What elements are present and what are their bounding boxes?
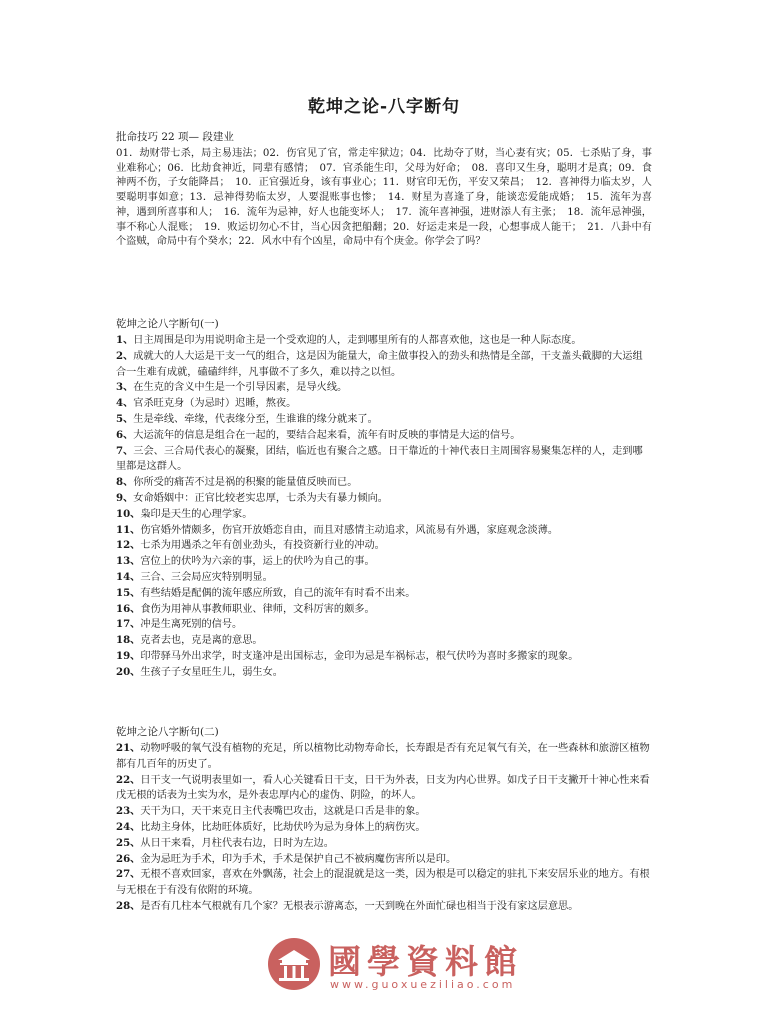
sentence-item <box>116 349 652 381</box>
sentence-number: 8、 <box>116 476 134 489</box>
sentence-item <box>116 491 652 507</box>
sentence-text: 你所受的痛苦不过是祸的积聚的能量值反映而已。 <box>133 477 358 489</box>
sentence-item <box>116 820 652 836</box>
sentence-item <box>116 633 652 649</box>
sentence-item <box>116 570 652 586</box>
sentence-number: 6、 <box>116 428 134 441</box>
sentence-number: 25、 <box>116 836 141 849</box>
sentence-text: 大运流年的信息是组合在一起的，要结合起来看，流年有时反映的事情是大运的信号。 <box>133 429 521 441</box>
sentence-item <box>116 428 652 444</box>
sentence-text: 宫位上的伏吟为六亲的事，运上的伏吟为自己的事。 <box>140 556 375 568</box>
sentence-number: 26、 <box>116 852 141 865</box>
sentence-item <box>116 602 652 618</box>
sentence-item <box>116 804 652 820</box>
sentence-text: 克者去也，克是离的意思。 <box>140 635 263 647</box>
sentence-item <box>116 899 652 915</box>
sentence-item <box>116 538 652 554</box>
sentence-item <box>116 617 652 633</box>
sentence-text: 官杀旺克身（为忌时）迟睡，熬夜。 <box>133 398 297 410</box>
sentence-item <box>116 773 652 805</box>
sentence-item <box>116 741 652 773</box>
watermark-brand: 國學資料館 <box>328 942 523 981</box>
sentence-text: 伤官婚外情颇多，伤官开放婚恋自由，而且对感情主动追求，风流易有外遇，家庭观念淡薄。 <box>140 524 559 536</box>
sentence-number: 5、 <box>116 412 134 425</box>
sentence-text: 成就大的人大运是干支一气的组合，这是因为能量大，命主做事投入的劲头和热情是全部，干支盖头截脚的大运组合一生难有成就，磕磕绊绊，凡事做不了多久，难以持之以恒。 <box>116 350 643 378</box>
sentence-text: 比劫主身体，比劫旺体质好，比劫伏吟为忌为身体上的病伤灾。 <box>140 821 426 833</box>
sentence-number: 10、 <box>116 507 141 520</box>
sentence-item <box>116 380 652 396</box>
sentence-text: 印带驿马外出求学，时支逢冲是出国标志，金印为忌是车祸标志，根气伏吟为喜时多搬家的现象。 <box>140 650 579 662</box>
sentence-number: 21、 <box>116 742 141 754</box>
sentence-text: 日主周围是印为用说明命主是一个受欢迎的人，走到哪里所有的人都喜欢他，这也是一种人际态度。 <box>133 335 582 346</box>
sentence-item <box>116 554 652 570</box>
sentence-text: 从日干来看，月柱代表右边，日时为左边。 <box>140 837 334 849</box>
sentence-item <box>116 836 652 852</box>
sentence-text: 三会、三合局代表心的凝聚，团结，临近也有聚合之感。日干靠近的十神代表日主周围容易聚集怎样的人，走到哪里都是这群人。 <box>116 445 643 473</box>
sentence-number: 19、 <box>116 649 141 662</box>
sentence-number: 22、 <box>116 773 141 786</box>
sentence-text: 三合、三会局应灾特别明显。 <box>140 571 273 583</box>
sentence-number: 14、 <box>116 570 141 583</box>
sentence-text: 天干为口，天干来克日主代表嘴巴攻击，这就是口舌是非的象。 <box>140 806 426 818</box>
section-heading-part2: 乾坤之论八字断句(二) <box>116 726 219 738</box>
sentence-number: 12、 <box>116 539 141 552</box>
sentence-number: 16、 <box>116 602 141 615</box>
watermark-url: www.guoxueziliao.com <box>330 978 516 991</box>
sentence-text: 冲是生离死别的信号。 <box>140 619 243 631</box>
sentence-text: 有些结婚是配偶的流年感应所致，自己的流年有时看不出来。 <box>140 587 416 599</box>
sentence-list-part2 <box>116 741 652 915</box>
sentence-item <box>116 396 652 412</box>
sentence-text: 生孩子子女星旺生儿，弱生女。 <box>140 666 283 678</box>
sentence-number: 17、 <box>116 618 141 631</box>
section-heading-techniques: 批命技巧 22 项— 段建业 <box>116 131 234 143</box>
sentence-number: 2、 <box>116 349 134 362</box>
sentence-item <box>116 523 652 539</box>
sentence-item <box>116 586 652 602</box>
section-heading-part1: 乾坤之论八字断句(一) <box>116 318 219 330</box>
sentence-number: 4、 <box>116 397 134 410</box>
sentence-number: 9、 <box>116 491 134 504</box>
sentence-text: 金为忌旺为手术，印为手术，手术是保护自己不被病魔伤害所以是印。 <box>140 853 457 865</box>
sentence-item <box>116 412 652 428</box>
library-logo <box>268 938 320 990</box>
sentence-text: 女命婚姻中：正官比较老实忠厚，七杀为夫有暴力倾向。 <box>133 492 388 504</box>
page-title: 乾坤之论-八字断句 <box>307 97 461 117</box>
sentence-number: 7、 <box>116 444 134 457</box>
sentence-item <box>116 444 652 476</box>
sentence-number: 15、 <box>116 586 141 599</box>
sentence-item <box>116 867 652 899</box>
sentence-text: 在生克的含义中生是一个引导因素，是导火线。 <box>133 382 348 394</box>
sentence-number: 11、 <box>116 523 141 536</box>
sentence-item <box>116 852 652 868</box>
sentence-number: 27、 <box>116 868 141 881</box>
sentence-number: 1、 <box>116 334 134 346</box>
sentence-item <box>116 475 652 491</box>
techniques-paragraph: 01．劫财带七杀，局主易违法；02．伤官见了官，常走牢狱边；04．比劫夺了财，当心妻有灾；05．七杀贴了身，事业难称心；06．比劫食神近，同辈有感情； 07．官杀能生印，父母为好命； 08．喜印又生身，聪明才是真；09．食神两不伤，子女能降昌； 10．正官强近身，该有事业心；11．财官印无伤，平安又荣昌； 12．喜神得力临太岁，人要聪明事如意；13．忌神得势临太岁，人要混账事也惨； 14．财星为喜逢了身，能谈恋爱能成婚； 15．流年为喜神，遇到所喜事和人； 16．流年为忌神，好人也能变坏人； 17．流年喜神强，进财添人有主张； 18．流年忌神强，事不称心人混账； 19．败运切勿心不甘，当心因贪把船翻；20．好运走来是一段，心想事成人能干； 21．八卦中有个盗贼，命局中有个癸水；22．风水中有个凶星，命局中有个庚金。你学会了吗？ <box>116 148 652 248</box>
sentence-text: 无根不喜欢回家，喜欢在外飘荡，社会上的混混就是这一类，因为根是可以稳定的驻扎下来安居乐业的地方。有根与无根在于有没有依附的环境。 <box>116 869 650 897</box>
sentence-item <box>116 507 652 523</box>
sentence-item <box>116 665 652 681</box>
sentence-text: 是否有几柱本气根就有几个家？无根表示游离态，一天到晚在外面忙碌也相当于没有家这层意思。 <box>140 900 579 912</box>
sentence-text: 生是牵线、牵缘，代表缘分至，生谁谁的缘分就来了。 <box>133 413 378 425</box>
sentence-number: 13、 <box>116 555 141 568</box>
sentence-item <box>116 649 652 665</box>
sentence-number: 18、 <box>116 634 141 647</box>
sentence-number: 28、 <box>116 899 141 912</box>
sentence-text: 七杀为用遇杀之年有创业劲头，有投资新行业的冲动。 <box>140 540 385 552</box>
sentence-number: 23、 <box>116 805 141 818</box>
sentence-number: 3、 <box>116 381 134 394</box>
sentence-text: 枭印是天生的心理学家。 <box>140 508 253 520</box>
sentence-list-part1 <box>116 333 652 681</box>
sentence-text: 日干支一气说明表里如一，看人心关键看日干支，日干为外表，日支为内心世界。如戊子日干支撇开十神心性来看戊无根的话表为土实为水，是外表忠厚内心的虚伪、阴险，的坏人。 <box>116 774 650 802</box>
sentence-text: 动物呼吸的氧气没有植物的充足，所以植物比动物寿命长，长寿跟是否有充足氧气有关，在一些森林和旅游区植物都有几百年的历史了。 <box>116 743 650 770</box>
sentence-number: 24、 <box>116 820 141 833</box>
sentence-number: 20、 <box>116 665 141 678</box>
sentence-item <box>116 333 652 349</box>
sentence-text: 食伤为用神从事教师职业、律师，文科厉害的颇多。 <box>140 603 375 615</box>
